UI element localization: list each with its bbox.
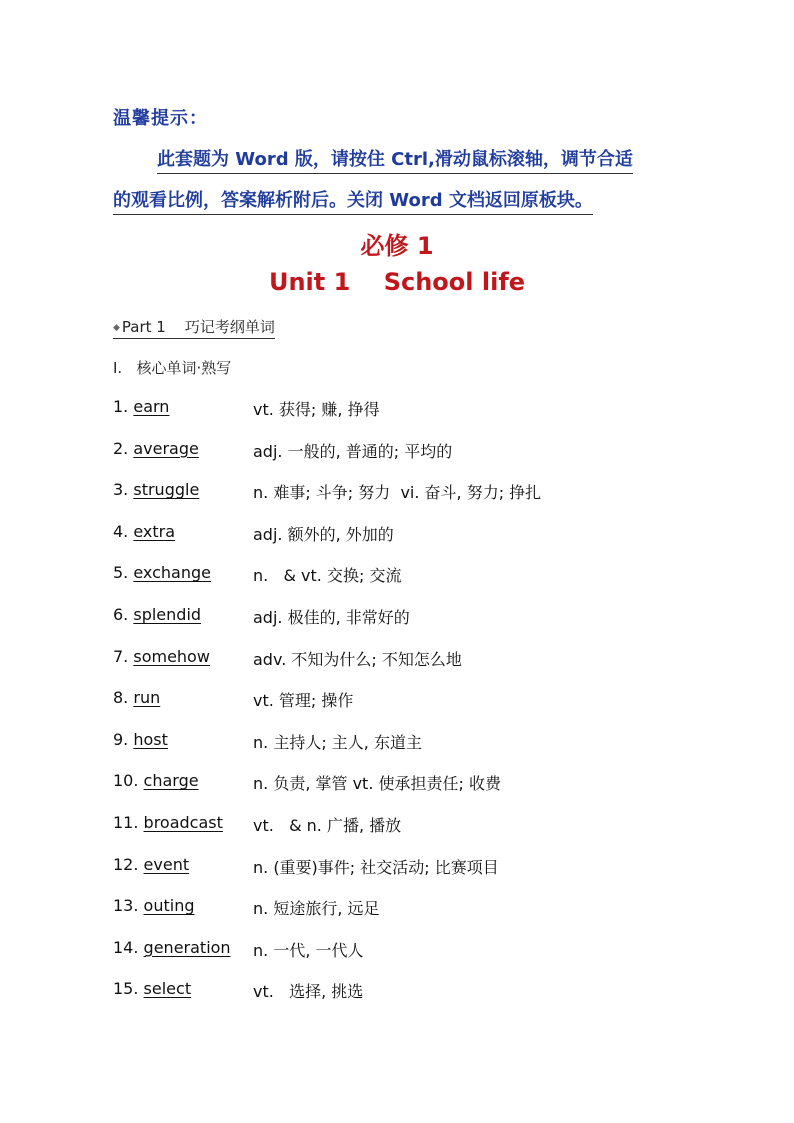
vocab-row [113,855,733,879]
vocab-word: exchange [133,563,211,583]
vocab-row [113,688,733,712]
vocab-number: 10. [113,771,139,791]
vocab-definition: vt. 选择, 挑选 [253,982,364,1002]
vocab-definition: vt. 管理; 操作 [253,691,354,711]
vocab-word: run [133,688,161,708]
vocab-definition: adv. 不知为什么; 不知怎么地 [253,649,462,669]
vocab-definition: n. 难事; 斗争; 努力 vi. 奋斗, 努力; 挣扎 [253,483,542,503]
vocab-term [113,896,195,915]
vocab-number: 4. [113,521,129,541]
vocab-row [113,647,733,671]
vocab-row [113,480,733,504]
vocab-term [113,855,189,874]
vocab-definition: vt. 获得; 赚, 挣得 [253,400,380,419]
part-heading [113,316,275,339]
vocab-term [113,563,211,582]
vocab-number: 1. [113,397,129,416]
vocab-number: 6. [113,605,129,624]
vocab-term [113,730,168,749]
vocab-row [113,563,733,587]
vocab-term [113,771,199,790]
vocab-word: charge [143,771,199,791]
vocab-definition: n. 主持人; 主人, 东道主 [253,732,422,752]
tip-title: 温馨提示： [113,108,208,129]
vocab-term [113,605,201,624]
vocab-definition: adj. 极佳的, 非常好的 [253,608,410,627]
vocab-row [113,605,733,629]
vocab-row [113,397,733,421]
vocab-number: 3. [113,480,129,500]
vocab-definition: n. (重要)事件; 社交活动; 比赛项目 [253,857,499,877]
vocab-row [113,439,733,463]
vocab-number: 9. [113,729,129,749]
vocab-definition: n. 一代, 一代人 [253,940,364,960]
vocab-row [113,979,733,1003]
vocab-number: 5. [113,563,129,583]
vocab-term [113,522,175,541]
vocab-definition: n. & vt. 交换; 交流 [253,566,402,586]
tip-line-1: 此套题为 Word 版，请按住 Ctrl,滑动鼠标滚轴，调节合适 [157,145,633,174]
book-title: 必修 1 [360,232,434,260]
vocab-word: splendid [133,605,202,624]
vocab-number: 14. [113,937,139,957]
vocab-number: 2. [113,438,129,458]
vocab-word: host [133,729,168,749]
vocab-word: select [143,979,192,999]
section-heading: Ⅰ. 核心单词·熟写 [113,359,232,377]
vocab-word: average [133,438,199,458]
vocab-definition: vt. & n. 广播, 播放 [253,816,402,835]
vocab-row [113,730,733,754]
vocab-number: 15. [113,979,139,999]
diamond-bullet-icon: ◆ [113,322,120,333]
vocab-definition: n. 短途旅行, 远足 [253,899,380,919]
vocab-number: 8. [113,688,129,708]
vocab-row [113,896,733,920]
vocab-word: somehow [133,646,210,666]
vocab-word: earn [133,397,170,416]
vocab-row [113,938,733,962]
vocab-number: 13. [113,896,139,916]
vocab-term [113,979,191,998]
vocab-number: 7. [113,646,129,666]
vocab-word: outing [143,896,195,916]
vocab-term [113,688,160,707]
vocab-word: extra [133,521,176,541]
vocab-word: struggle [133,480,200,500]
vocab-term [113,938,231,957]
vocab-term [113,813,223,832]
vocab-definition: adj. 一般的, 普通的; 平均的 [253,441,453,461]
vocab-definition: n. 负责, 掌管 vt. 使承担责任; 收费 [253,774,501,794]
part-heading-label: Part 1 巧记考纲单词 [121,318,275,336]
vocab-term [113,397,169,416]
vocab-number: 12. [113,854,139,874]
vocab-row [113,813,733,837]
vocab-word: event [143,854,190,874]
vocab-word: generation [143,937,231,957]
tip-line-2: 的观看比例，答案解析附后。关闭 Word 文档返回原板块。 [113,186,593,215]
vocab-number: 11. [113,813,139,832]
vocab-term [113,480,199,499]
vocab-term [113,439,199,458]
vocab-definition: adj. 额外的, 外加的 [253,524,394,544]
vocab-word: broadcast [143,813,223,832]
vocab-row [113,771,733,795]
vocab-row [113,522,733,546]
vocab-term [113,647,210,666]
unit-title: Unit 1 School life [268,268,526,296]
